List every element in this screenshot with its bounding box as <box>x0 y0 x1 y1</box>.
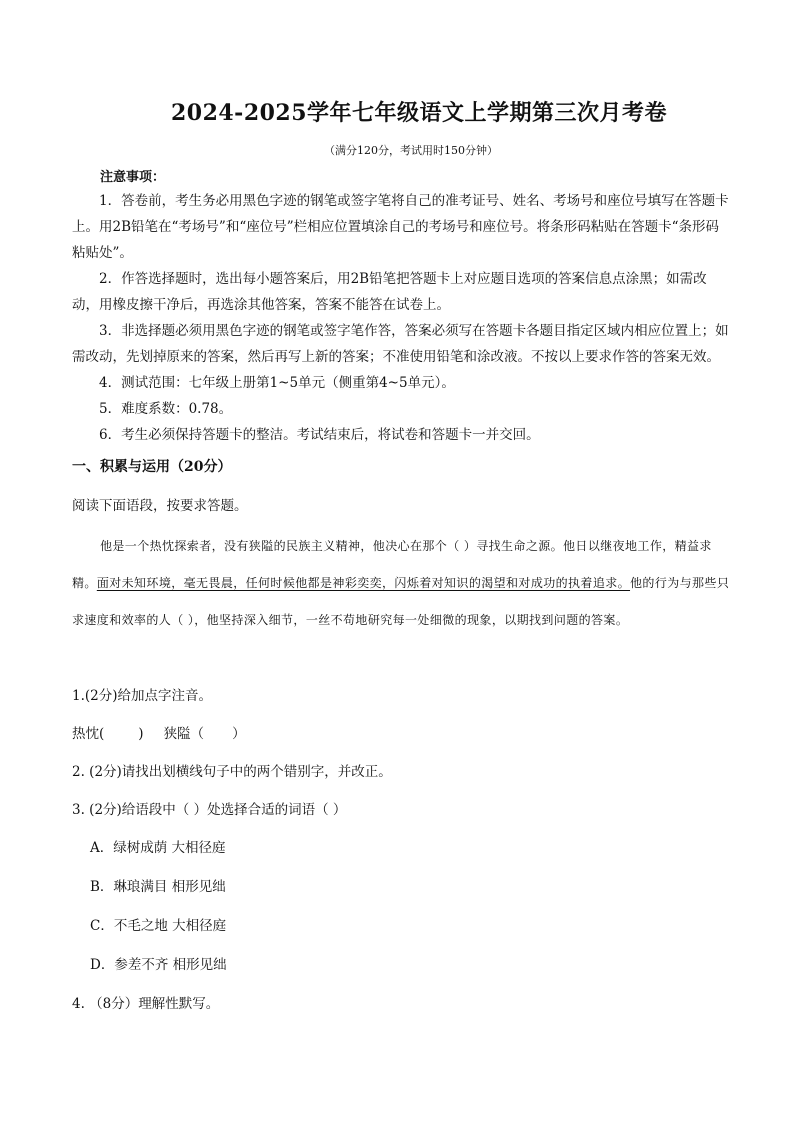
option-c: C．不毛之地 大相径庭 <box>90 918 227 934</box>
question-1: 1.(2分)给加点字注音。 <box>72 688 213 704</box>
exam-subtitle: （满分120分，考试用时150分钟） <box>324 144 498 157</box>
reading-passage <box>72 528 732 639</box>
question-4: 4. （8分）理解性默写。 <box>72 996 220 1012</box>
notice-item: 2．作答选择题时，选出每小题答案后，用2B铅笔把答题卡上对应题目选项的答案信息点涂黑；如需改动，用橡皮擦干净后，再选涂其他答案，答案不能答在试卷上。 <box>72 271 707 313</box>
option-a: A．绿树成荫 大相径庭 <box>90 840 226 856</box>
passage-underlined-sentence: 面对未知环境，毫无畏晨，任何时候他都是神彩奕奕，闪烁着对知识的渴望和对成功的执着追求。 <box>96 576 631 590</box>
word-1-close: ) <box>138 726 144 742</box>
option-b: B．琳琅满目 相形见绌 <box>90 879 226 895</box>
word-2: 狭隘（ <box>163 726 205 742</box>
section-intro: 阅读下面语段，按要求答题。 <box>72 498 248 514</box>
notice-item: 6．考生必须保持答题卡的整洁。考试结束后，将试卷和答题卡一并交回。 <box>99 427 540 443</box>
notice-item: 1．答卷前，考生务必用黑色字迹的钢笔或签字笔将自己的准考证号、姓名、考场号和座位号填写在答题卡上。用2B铅笔在“考场号”和“座位号”栏相应位置填涂自己的考场号和座位号。将条形码粘贴在答题卡“条形码粘贴处”。 <box>72 193 729 261</box>
question-3: 3. (2分)给语段中（ ）处选择合适的词语（ ） <box>72 802 347 818</box>
notice-heading: 注意事项： <box>100 170 166 185</box>
passage-text-after: 他的行为与那些只求速度和效率的人（ ），他坚持深入细节，一丝不苟地研究每一处细微的现象，以期找到问题的答案。 <box>72 576 730 627</box>
notice-item: 4．测试范围：七年级上册第1~5单元（侧重第4~5单元）。 <box>99 375 455 391</box>
section-heading: 一、积累与运用（20分） <box>72 459 232 475</box>
notice-item: 5．难度系数：0.78。 <box>99 401 233 417</box>
question-1-words <box>72 722 246 742</box>
question-2: 2. (2分)请找出划横线句子中的两个错别字，并改正。 <box>72 764 392 780</box>
word-1: 热忱( <box>72 726 105 742</box>
notice-item: 3．非选择题必须用黑色字迹的钢笔或签字笔作答，答案必须写在答题卡各题目指定区域内相应位置上；如需改动，先划掉原来的答案，然后再写上新的答案；不准使用铅笔和涂改液。不按以上要求作答的答案无效。 <box>72 323 729 365</box>
word-2-close: ） <box>232 726 246 742</box>
option-d: D．参差不齐 相形见绌 <box>90 957 227 973</box>
passage-text-before: 他是一个热忱探索者，没有狭隘的民族主义精神，他决心在那个（ ）寻找生命之源。他日以继夜地工作，精益求精。 <box>72 539 712 590</box>
exam-title: 2024-2025学年七年级语文上学期第三次月考卷 <box>170 100 668 126</box>
notice-list <box>72 188 732 448</box>
